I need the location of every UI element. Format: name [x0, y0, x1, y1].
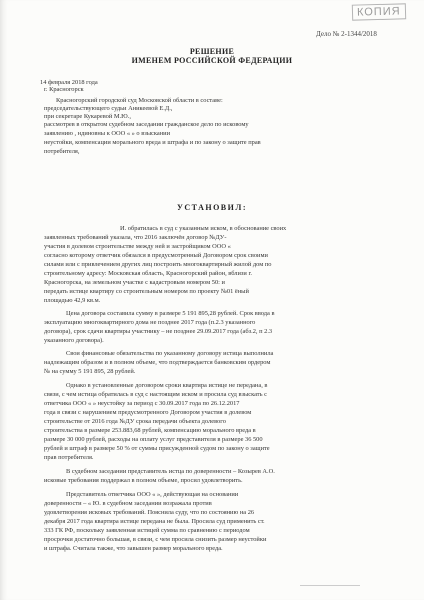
- body-line: исковые требования поддержал в полном объеме, просил удовлетворить.: [44, 477, 243, 484]
- date-line: 14 февраля 2018 года: [40, 79, 98, 86]
- city-line: г. Красногорск: [44, 86, 84, 93]
- body-line: эксплуатацию многоквартирного дома не позднее 2017 года (п.2.3 указанного: [44, 319, 256, 326]
- body-line: строительства в размере 253.883,68 рублей, компенсацию морального вреда в: [44, 427, 256, 434]
- body-line: Однако в установленные договором сроки квартира истице не передана, в: [66, 382, 268, 389]
- case-number: Дело № 2-1344/2018: [316, 30, 377, 38]
- body-line: Свои финансовые обязательства по указанному договору истица выполнила: [66, 350, 274, 357]
- document-subtitle: ИМЕНЕМ РОССИЙСКОЙ ФЕДЕРАЦИИ: [131, 56, 293, 65]
- body-line: участия в долевом строительстве между ней и застройщиком ООО «: [44, 243, 231, 250]
- body-line: рублей и штраф в размере 50 % от суммы присужденной судом по закону о защите: [44, 445, 270, 452]
- section-heading: УСТАНОВИЛ:: [177, 203, 247, 212]
- body-line: ответчика ООО « » неустойку за период с 30.09.2017 года по 26.12.2017: [44, 400, 240, 407]
- body-line: размере 30 000 рублей, расходы на оплату услуг представителя в размере 36 500: [44, 436, 263, 443]
- secretary-line: при секретаре Кукаревой М.Ю.,: [44, 113, 131, 120]
- body-line: Представитель ответчика ООО « », действующая на основании: [66, 491, 239, 498]
- body-line: 333 ГК РФ, поскольку заявленная истицей сумма по сравнению с периодом: [44, 527, 250, 534]
- body-line: Красногорска, на земельном участке с кадастровым номером 50: и: [44, 279, 225, 286]
- body-line: договора), срок сдачи квартиры участнику – не позднее 29.09.2017 года (абз.2, п 2.3: [44, 328, 273, 335]
- judge-line: председательствующего судьи Аникеевой Е.Д.,: [44, 105, 173, 112]
- body-line: и штрафа. Считала также, что завышен размер морального вреда.: [44, 545, 223, 552]
- body-line: декабря 2017 года квартира истице передана не была. Просила суд применить ст.: [44, 518, 265, 525]
- body-line: неустойки, компенсации морального вреда и штрафа и по закону о защите прав: [44, 139, 261, 146]
- body-line: доверенности – « Ю. в судебном заседании возражала против: [44, 500, 212, 507]
- body-line: площадью 42,9 кв.м.: [44, 297, 101, 304]
- court-composition-line: Красногорский городской суд Московской области в составе:: [56, 97, 223, 104]
- scan-artifact: [300, 585, 360, 592]
- body-line: В судебном заседании представитель истца по доверенности – Козырев А.О.: [66, 468, 275, 475]
- body-line: просрочки достаточно большая, в связи, с чем просила снизить размер неустойки: [44, 536, 267, 543]
- body-line: рассмотрев в открытом судебном заседании гражданское дело по исковому: [44, 121, 249, 128]
- copy-stamp: КОПИЯ: [352, 3, 406, 20]
- body-line: удовлетворения исковых требований. Пояснила суду, что по состоянию на 26: [44, 509, 255, 516]
- body-line: строительному адресу: Московская область, Красногорский район, вблизи г.: [44, 270, 252, 277]
- body-line: согласно которому ответчик обязался в предусмотренный Договором срок своими: [44, 252, 268, 259]
- body-line: года в связи с нарушением предусмотренного Договором участия в долевом: [44, 409, 252, 416]
- body-line: передать истице квартиру со строительным номером по проекту №01 ёный: [44, 288, 249, 295]
- body-line: Цена договора составила сумму в размере 5 191 895,28 рублей. Срок ввода в: [66, 310, 275, 317]
- body-line: № на сумму 5 191 895, 28 рублей.: [44, 368, 136, 375]
- document-title: РЕШЕНИЕ: [189, 47, 235, 56]
- body-line: потребителя,: [44, 148, 80, 155]
- body-line: силами или с привлечением других лиц построить многоквартирный жилой дом по: [44, 261, 272, 268]
- body-line: строительстве от 2016 года №ДУ срока передачи объекта долевого: [44, 418, 226, 425]
- body-line: надлежащим образом и в полном объеме, что подтверждается банковским ордером: [44, 359, 271, 366]
- body-line: прав потребителя.: [44, 454, 94, 461]
- body-line: заявленных требований указала, что 2016 заключён договор №ДУ-: [44, 234, 227, 241]
- body-line: И. обратилась в суд с указанным иском, в обоснование своих: [120, 225, 287, 232]
- body-line: указанного договора).: [44, 337, 104, 344]
- body-line: связи, с чем истица обратилась в суд с настоящим иском и просила суд взыскать с: [44, 391, 267, 398]
- body-line: заявлению , ндиновны к ООО « » о взыскании: [44, 130, 171, 137]
